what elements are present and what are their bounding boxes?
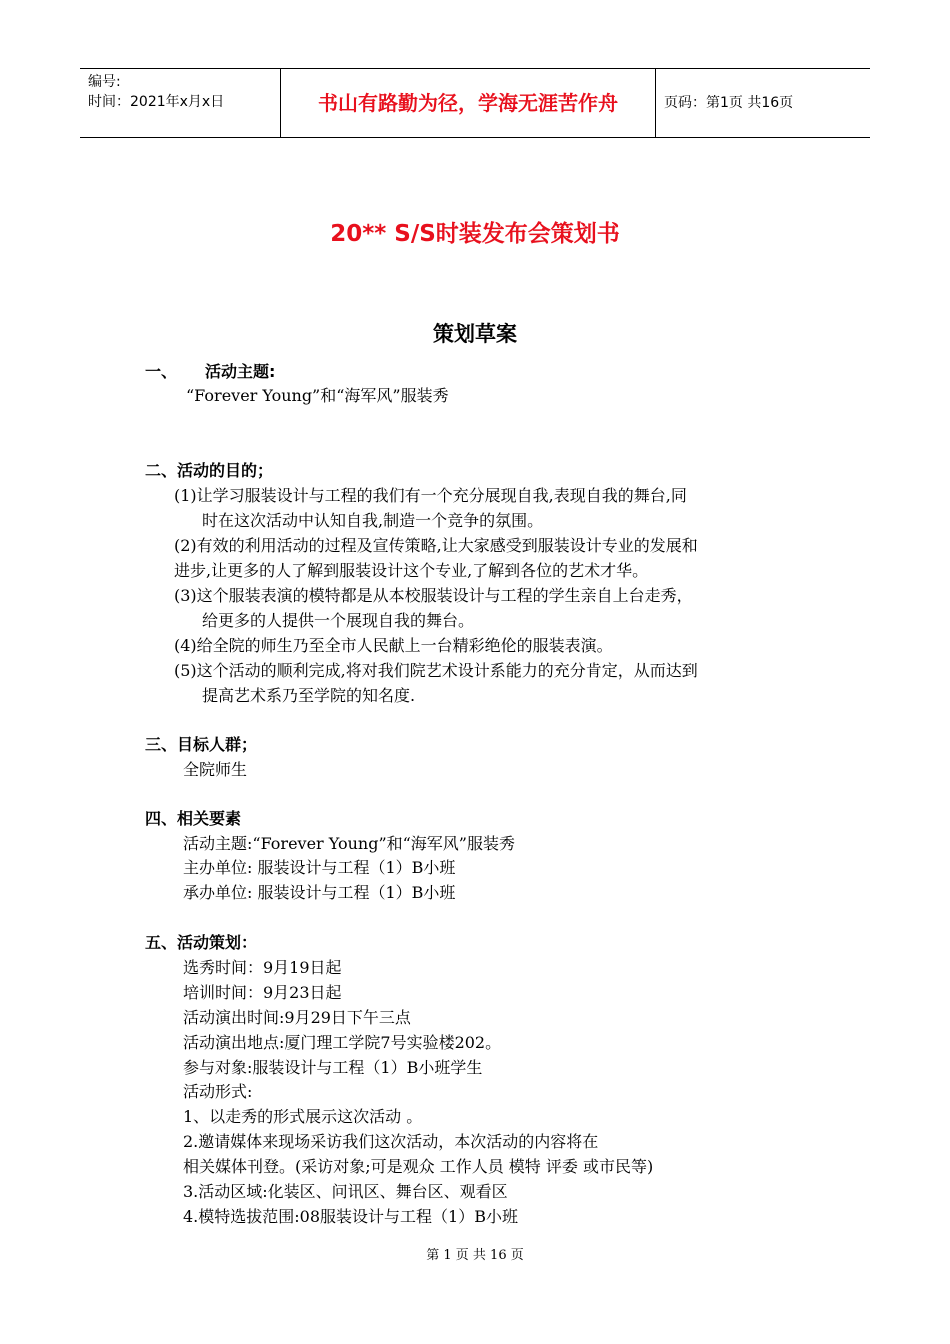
section-1-heading bbox=[145, 360, 275, 384]
section-2-line: 时在这次活动中认知自我,制造一个竞争的氛围。 bbox=[202, 511, 544, 530]
section-5-line: 3.活动区域:化装区、问讯区、舞台区、观看区 bbox=[183, 1182, 508, 1201]
section-3-heading: 三、目标人群； bbox=[145, 735, 258, 754]
section-5-line: 1、以走秀的形式展示这次活动 。 bbox=[183, 1107, 423, 1126]
section-1-body: “Forever Young”和“海军风”服装秀 bbox=[186, 386, 449, 405]
header-page-info: 页码：第1页 共16页 bbox=[664, 95, 794, 111]
section-4-line: 承办单位: 服装设计与工程（1）B小班 bbox=[183, 883, 456, 902]
document-subtitle: 策划草案 bbox=[433, 322, 517, 346]
number-label: 编号: bbox=[88, 74, 121, 90]
section-2-line: 进步,让更多的人了解到服装设计这个专业,了解到各位的艺术才华。 bbox=[174, 561, 649, 580]
section-5-line: 相关媒体刊登。(采访对象;可是观众 工作人员 模特 评委 或市民等) bbox=[183, 1157, 654, 1176]
section-5-line: 活动演出时间:9月29日下午三点 bbox=[183, 1008, 411, 1027]
time-label: 时间：2021年x月x日 bbox=[88, 94, 225, 110]
header-motto: 书山有路勤为径，学海无涯苦作舟 bbox=[281, 69, 656, 137]
section-2-line: (4)给全院的师生乃至全市人民献上一台精彩绝伦的服装表演。 bbox=[174, 636, 613, 655]
section-4-line: 主办单位: 服装设计与工程（1）B小班 bbox=[183, 858, 456, 877]
section-3-body: 全院师生 bbox=[183, 760, 248, 779]
section-5-line: 选秀时间：9月19日起 bbox=[183, 958, 342, 977]
section-2-line: (2)有效的利用活动的过程及宣传策略,让大家感受到服装设计专业的发展和 bbox=[174, 536, 698, 555]
section-4-heading: 四、相关要素 bbox=[145, 809, 242, 828]
section-5-line: 4.模特选拔范围:08服装设计与工程（1）B小班 bbox=[183, 1207, 518, 1226]
header-meta bbox=[80, 69, 281, 137]
section-2-heading: 二、活动的目的； bbox=[145, 461, 274, 480]
section-2-line: 提高艺术系乃至学院的知名度. bbox=[202, 686, 416, 705]
section-5-line: 2.邀请媒体来现场采访我们这次活动，本次活动的内容将在 bbox=[183, 1132, 599, 1151]
section-4-line: 活动主题:“Forever Young”和“海军风”服装秀 bbox=[183, 834, 515, 853]
section-5-heading: 五、活动策划： bbox=[145, 933, 258, 952]
section-5-line: 活动演出地点:厦门理工学院7号实验楼202。 bbox=[183, 1033, 502, 1052]
page-header bbox=[80, 68, 870, 138]
section-1-title: 活动主题: bbox=[205, 362, 276, 381]
section-5-line: 培训时间：9月23日起 bbox=[183, 983, 342, 1002]
section-2-line: (1)让学习服装设计与工程的我们有一个充分展现自我,表现自我的舞台,同 bbox=[174, 486, 687, 505]
document-title: 20** S/S时装发布会策划书 bbox=[330, 221, 620, 247]
section-2-line: 给更多的人提供一个展现自我的舞台。 bbox=[202, 611, 475, 630]
section-1-number: 一、 bbox=[145, 362, 178, 381]
page-footer: 第 1 页 共 16 页 bbox=[426, 1248, 524, 1263]
section-5-line: 参与对象:服装设计与工程（1）B小班学生 bbox=[183, 1058, 483, 1077]
section-5-line: 活动形式: bbox=[183, 1082, 253, 1101]
section-2-line: (5)这个活动的顺利完成,将对我们院艺术设计系能力的充分肯定，从而达到 bbox=[174, 661, 698, 680]
section-2-line: (3)这个服装表演的模特都是从本校服装设计与工程的学生亲自上台走秀， bbox=[174, 586, 693, 605]
